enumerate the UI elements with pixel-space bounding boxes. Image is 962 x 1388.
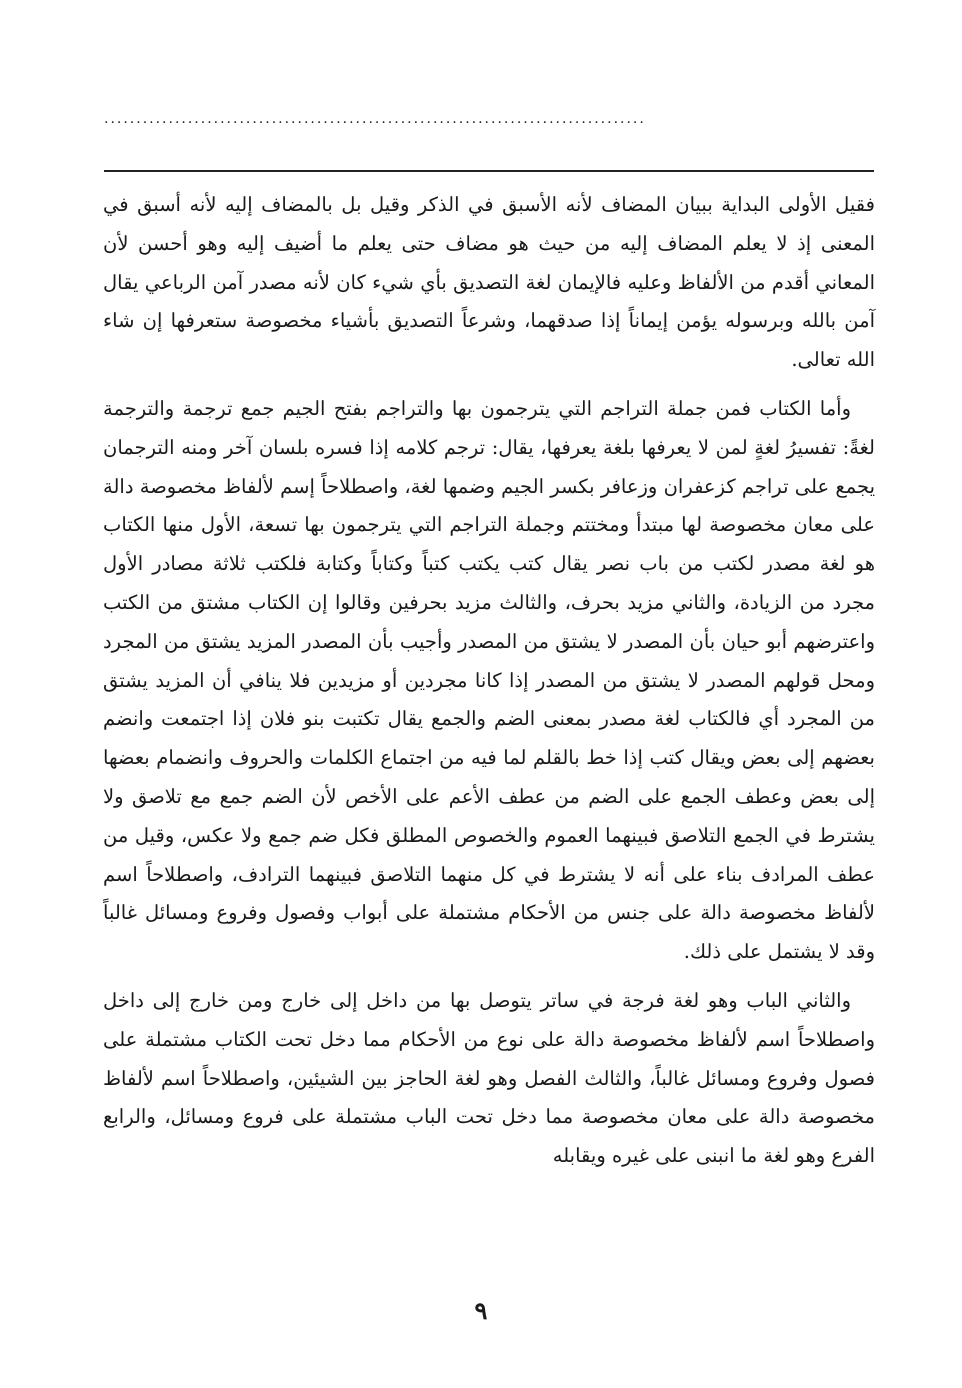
page-number: ٩	[474, 1296, 488, 1325]
header-rule	[104, 170, 874, 172]
paragraph-1: فقيل الأولى البداية ببيان المضاف لأنه الأسبق في الذكر وقيل بل بالمضاف إليه لأنه أسبق في المعنى إذ لا يعلم المضاف إليه من حيث هو مضاف حتى يعلم ما أضيف إليه وهو أحسن لأن المعاني أقدم من الألفاظ وعليه فالإيمان لغة التصديق بأي شيء كان لأنه مصدر آمن الرباعي يقال آمن بالله وبرسوله يؤمن إيماناً إذا صدقهما، وشرعاً التصديق بأشياء مخصوصة ستعرفها إن شاء الله تعالى.	[103, 193, 875, 372]
paragraph-3: والثاني الباب وهو لغة فرجة في ساتر يتوصل بها من داخل إلى خارج ومن خارج إلى داخل واصطلاحاً اسم لألفاظ مخصوصة دالة على نوع من الأحكام مما دخل تحت الكتاب مشتملة على فصول وفروع ومسائل غالباً، والثالث الفصل وهو لغة الحاجز بين الشيئين، واصطلاحاً اسم لألفاظ مخصوصة دالة على معان مخصوصة مما دخل تحت الباب مشتملة على فروع ومسائل، والرابع الفرع وهو لغة ما انبنى على غيره ويقابله	[103, 988, 875, 1168]
page-body-text	[103, 186, 875, 1176]
paragraph-2: وأما الكتاب فمن جملة التراجم التي يترجمون بها والتراجم بفتح الجيم جمع ترجمة والترجمة لغةً: تفسيرُ لغةٍ لمن لا يعرفها بلغة يعرفها، يقال: ترجم كلامه إذا فسره بلسان آخر ومنه الترجمان يجمع على تراجم كزعفران وزعافر بكسر الجيم وضمها لغة، واصطلاحاً إسم لألفاظ مخصوصة دالة على معان مخصوصة لها مبتدأ ومختتم وجملة التراجم التي يترجمون بها تسعة، الأول منها الكتاب هو لغة مصدر لكتب من باب نصر يقال كتب يكتب كتباً وكتاباً وكتابة فلكتب ثلاثة مصادر الأول مجرد من الزيادة، والثاني مزيد بحرف، والثالث مزيد بحرفين وقالوا إن الكتاب مشتق من الكتب واعترضهم أبو حيان بأن المصدر لا يشتق من المصدر وأجيب بأن المصدر المزيد يشتق من المجرد ومحل قولهم المصدر لا يشتق من المصدر إذا كانا مجردين أو مزيدين فلا ينافي أن المزيد يشتق من المجرد أي فالكتاب لغة مصدر بمعنى الضم والجمع يقال تكتبت بنو فلان إذا اجتمعت وانضم بعضهم إلى بعض ويقال كتب إذا خط بالقلم لما فيه من اجتماع الكلمات والحروف وانضمام بعضها إلى بعض وعطف الجمع على الضم من عطف الأعم على الأخص لأن الضم جمع مع تلاصق ولا يشترط في الجمع التلاصق فبينهما العموم والخصوص المطلق فكل ضم جمع ولا عكس، وقيل من عطف المرادف بناء على أنه لا يشترط في كل منهما التلاصق فبينهما الترادف، واصطلاحاً اسم لألفاظ مخصوصة دالة على جنس من الأحكام مشتملة على أبواب وفصول وفروع ومسائل غالباً وقد لا يشتمل على ذلك.	[103, 396, 875, 964]
header-dotted-line: ....................................................................................	[104, 112, 646, 126]
